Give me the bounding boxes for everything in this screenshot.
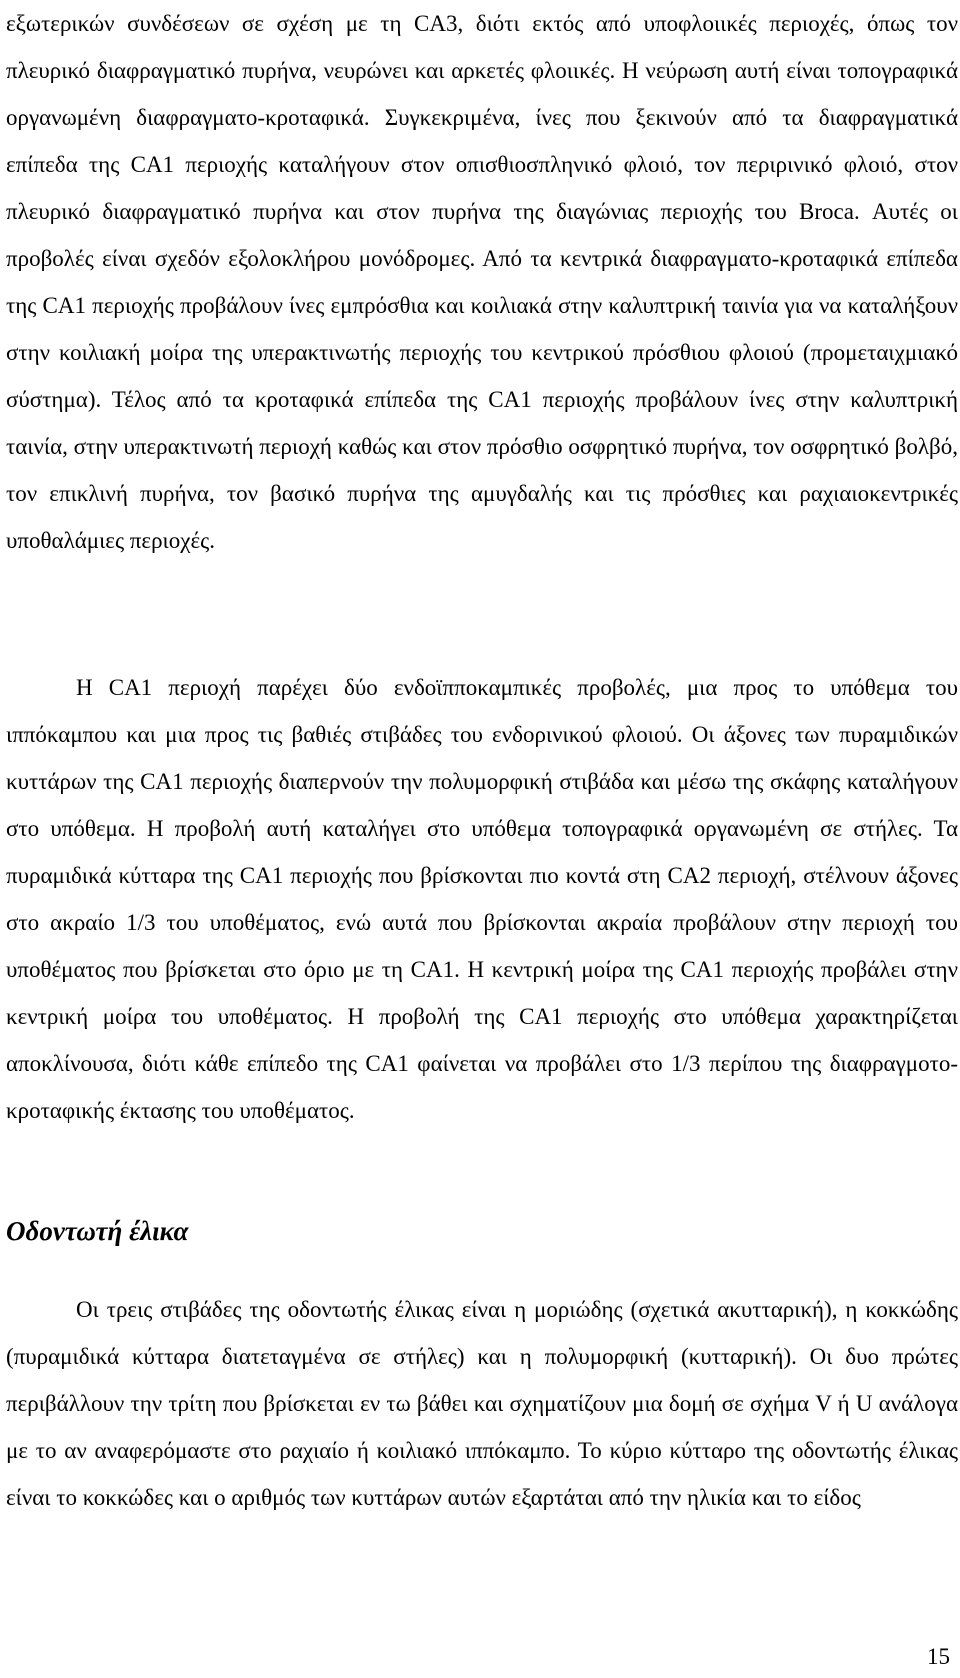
paragraph-dentate-gyrus-layers: Οι τρεις στιβάδες της οδοντωτής έλικας είναι η μοριώδης (σχετικά ακυτταρική), η κοκκώδης (πυραμιδικά κύτταρα διατεταγμένα σε στήλες) και η πολυμορφική (κυτταρική). Οι δυο πρώτες περιβάλλουν την τρίτη που βρίσκεται εν τω βάθει και σχηματίζουν μια δομή σε σχήμα V ή U ανάλογα με το αν αναφερόμαστε στο ραχιαίο ή κοιλιακό ιππόκαμπο. Το κύριο κύτταρο της οδοντωτής έλικας είναι το κοκκώδες και ο αριθμός των κυττάρων αυτών εξαρτάται από την ηλικία και το είδος [6,1297,958,1510]
page-number: 15 [927,1644,950,1669]
paragraph-ca1-intrahippocampal-projections: Η CA1 περιοχή παρέχει δύο ενδοϊπποκαμπικές προβολές, μια προς το υπόθεμα του ιππόκαμπου και μια προς τις βαθιές στιβάδες του ενδορινικού φλοιού. Οι άξονες των πυραμιδικών κυττάρων της CA1 περιοχής διαπερνούν την πολυμορφική στιβάδα και μέσω της σκάφης καταλήγουν στο υπόθεμα. Η προβολή αυτή καταλήγει στο υπόθεμα τοπογραφικά οργανωμένη σε στήλες. Τα πυραμιδικά κύτταρα της CA1 περιοχής που βρίσκονται πιο κοντά στη CA2 περιοχή, στέλνουν άξονες στο ακραίο 1/3 του υποθέματος, ενώ αυτά που βρίσκονται ακραία προβάλουν στην περιοχή του υποθέματος που βρίσκεται στο όριο με τη CA1. Η κεντρική μοίρα της CA1 περιοχής προβάλει στην κεντρική μοίρα του υποθέματος. Η προβολή της CA1 περιοχής στο υπόθεμα χαρακτηρίζεται αποκλίνουσα, διότι κάθε επίπεδο της CA1 φαίνεται να προβάλει στο 1/3 περίπου της διαφραγμοτο-κροταφικής έκτασης του υποθέματος. [6,675,958,1123]
section-heading-dentate-gyrus: Οδοντωτή έλικα [6,1216,189,1246]
paragraph-ca1-external-connections: εξωτερικών συνδέσεων σε σχέση με τη CA3, διότι εκτός από υποφλοιικές περιοχές, όπως τον πλευρικό διαφραγματικό πυρήνα, νευρώνει και αρκετές φλοιικές. Η νεύρωση αυτή είναι τοπογραφικά οργανωμένη διαφραγματο-κροταφικά. Συγκεκριμένα, ίνες που ξεκινούν από τα διαφραγματικά επίπεδα της CA1 περιοχής καταλήγουν στον οπισθιοσπληνικό φλοιό, τον περιρινικό φλοιό, στον πλευρικό διαφραγματικό πυρήνα και στον πυρήνα της διαγώνιας περιοχής του Broca. Αυτές οι προβολές είναι σχεδόν εξολοκλήρου μονόδρομες. Από τα κεντρικά διαφραγματο-κροταφικά επίπεδα της CA1 περιοχής προβάλουν ίνες εμπρόσθια και κοιλιακά στην καλυπτρική ταινία για να καταλήξουν στην κοιλιακή μοίρα της υπερακτινωτής περιοχής του κεντρικού πρόσθιου φλοιού (προμεταιχμιακό σύστημα). Τέλος από τα κροταφικά επίπεδα της CA1 περιοχής προβάλουν ίνες στην καλυπτρική ταινία, στην υπερακτινωτή περιοχή καθώς και στον πρόσθιο οσφρητικό πυρήνα, τον οσφρητικό βολβό, τον επικλινή πυρήνα, τον βασικό πυρήνα της αμυγδαλής και τις πρόσθιες και ραχιαιοκεντρικές υποθαλάμιες περιοχές. [6,11,958,553]
